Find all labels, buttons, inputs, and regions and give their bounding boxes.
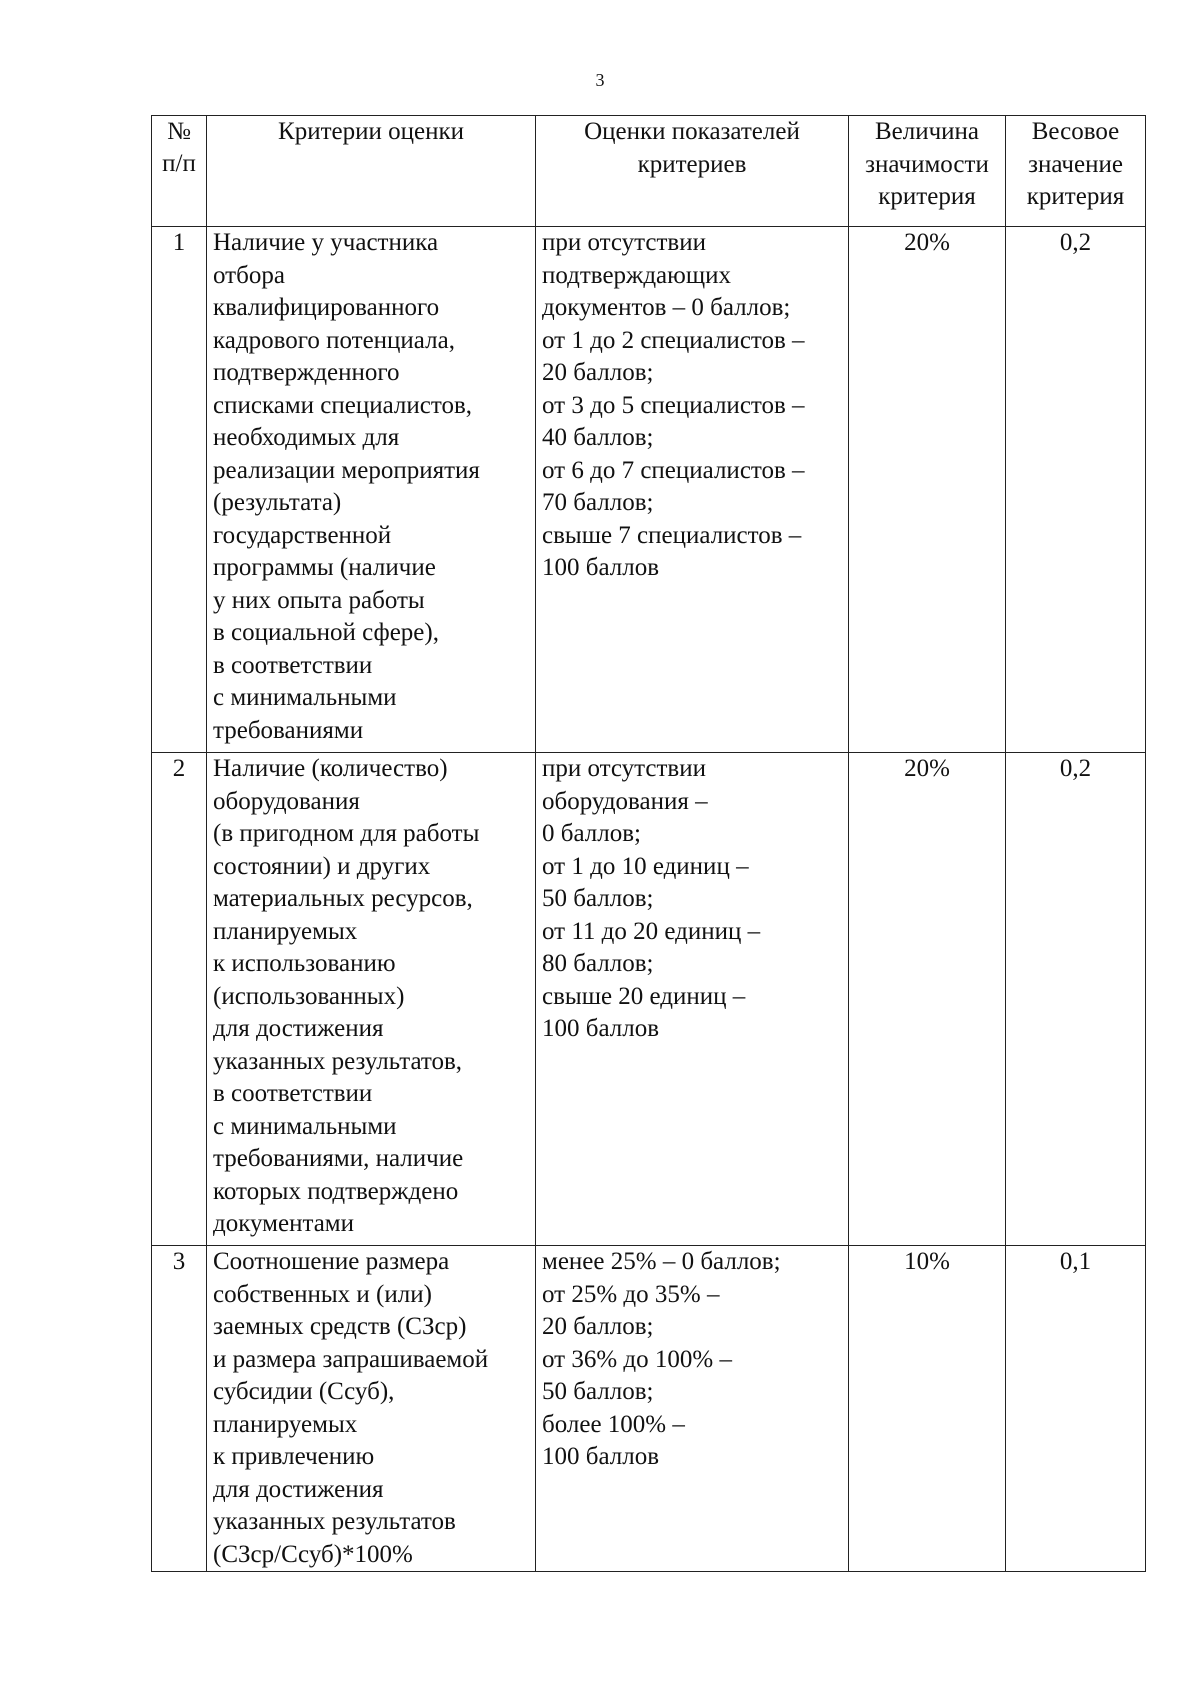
text-line: Соотношение размера [213, 1248, 450, 1275]
text-line: 100 баллов [542, 554, 660, 581]
text-line: от 25% до 35% – [542, 1280, 720, 1308]
text-line: 50 баллов; [542, 1378, 654, 1405]
header-number [152, 116, 207, 227]
significance-cell: 20% [849, 753, 1006, 1246]
text-line: документов – 0 баллов; [542, 294, 791, 321]
text-line: (СЗср/Ссуб)*100% [213, 1540, 413, 1568]
text-line: у них опыта работы [213, 586, 425, 614]
text-line: 20 баллов; [542, 1313, 654, 1340]
scores-cell [536, 227, 849, 753]
text-line: 80 баллов; [542, 950, 654, 977]
text-line: критерия [1026, 183, 1125, 210]
text-line: требованиями [213, 716, 364, 744]
text-line: 100 баллов [542, 1015, 660, 1042]
text-line: 20 баллов; [542, 359, 654, 386]
text-line: 50 баллов; [542, 885, 654, 912]
text-line: к привлечению [213, 1443, 375, 1470]
text-line: в соответствии [213, 1080, 373, 1107]
text-line: списками специалистов, [213, 391, 473, 419]
text-line: Критерии оценки [278, 118, 464, 145]
text-line: которых подтверждено [213, 1177, 459, 1205]
text-line: необходимых для [213, 424, 400, 451]
table-row [152, 1246, 1146, 1572]
scores-cell [536, 1246, 849, 1572]
text-line: для достижения [213, 1475, 384, 1503]
text-line: планируемых [213, 1410, 358, 1438]
text-line: кадрового потенциала, [213, 326, 455, 354]
text-line: значение [1028, 150, 1123, 178]
text-line: государственной [213, 521, 392, 549]
text-line: реализации мероприятия [213, 456, 480, 484]
text-line: (результата) [213, 489, 342, 516]
text-line: Величина [874, 118, 980, 145]
weight-cell: 0,1 [1006, 1246, 1146, 1572]
text-line: оборудования [213, 787, 360, 815]
criteria-table [151, 115, 1146, 1572]
text-line: в социальной сфере), [213, 619, 439, 646]
text-line: более 100% – [542, 1410, 685, 1438]
table-row [152, 227, 1146, 753]
text-line: свыше 20 единиц – [542, 982, 746, 1010]
text-line: Весовое [1031, 118, 1120, 145]
text-line: программы (наличие [213, 554, 436, 581]
text-line: (использованных) [213, 982, 405, 1010]
text-line: от 36% до 100% – [542, 1345, 732, 1373]
table-header-row [152, 116, 1146, 227]
text-line: подтвержденного [213, 359, 400, 386]
text-line: Наличие у участника [213, 229, 439, 256]
text-line: при отсутствии [542, 229, 706, 256]
text-line: от 1 до 10 единиц – [542, 852, 749, 880]
text-line: заемных средств (СЗср) [213, 1313, 467, 1340]
text-line: критерия [878, 183, 976, 210]
criteria-cell [207, 753, 536, 1246]
text-line: 40 баллов; [542, 424, 654, 451]
text-line: подтверждающих [542, 261, 731, 289]
text-line: отбора [213, 261, 285, 289]
text-line: (в пригодном для работы [213, 820, 480, 847]
text-line: менее 25% – 0 баллов; [542, 1248, 781, 1275]
text-line: значимости [865, 150, 989, 178]
table-row [152, 753, 1146, 1246]
text-line: от 3 до 5 специалистов – [542, 391, 805, 419]
text-line: свыше 7 специалистов – [542, 521, 802, 549]
text-line: при отсутствии [542, 755, 706, 782]
text-line: 100 баллов [542, 1443, 660, 1470]
text-line: 70 баллов; [542, 489, 654, 516]
significance-cell: 10% [849, 1246, 1006, 1572]
weight-cell: 0,2 [1006, 753, 1146, 1246]
text-line: квалифицированного [213, 294, 440, 321]
text-line: Оценки показателей [584, 118, 800, 145]
header-significance [849, 116, 1006, 227]
row-number: 2 [152, 753, 207, 1246]
text-line: и размера запрашиваемой [213, 1345, 489, 1373]
text-line: указанных результатов [213, 1508, 456, 1535]
text-line: критериев [637, 150, 747, 178]
weight-cell: 0,2 [1006, 227, 1146, 753]
text-line: планируемых [213, 917, 358, 945]
text-line: документами [213, 1210, 355, 1237]
significance-cell: 20% [849, 227, 1006, 753]
text-line: от 6 до 7 специалистов – [542, 456, 805, 484]
text-line: № [167, 118, 191, 145]
text-line: состоянии) и других [213, 852, 431, 880]
text-line: субсидии (Ссуб), [213, 1378, 395, 1405]
text-line: требованиями, наличие [213, 1145, 464, 1172]
text-line: в соответствии [213, 651, 373, 679]
page-number: 3 [595, 70, 605, 90]
criteria-cell [207, 1246, 536, 1572]
header-weight [1006, 116, 1146, 227]
text-line: п/п [162, 150, 196, 177]
header-scores [536, 116, 849, 227]
text-line: к использованию [213, 950, 396, 977]
header-criteria [207, 116, 536, 227]
text-line: от 11 до 20 единиц – [542, 917, 761, 945]
text-line: для достижения [213, 1015, 384, 1042]
text-line: собственных и (или) [213, 1280, 432, 1308]
text-line: 0 баллов; [542, 820, 641, 847]
text-line: материальных ресурсов, [213, 885, 473, 912]
text-line: от 1 до 2 специалистов – [542, 326, 805, 354]
text-line: с минимальными [213, 1112, 397, 1140]
text-line: Наличие (количество) [213, 755, 448, 782]
text-line: с минимальными [213, 684, 397, 711]
criteria-cell [207, 227, 536, 753]
row-number: 3 [152, 1246, 207, 1572]
text-line: указанных результатов, [213, 1047, 463, 1075]
row-number: 1 [152, 227, 207, 753]
scores-cell [536, 753, 849, 1246]
text-line: оборудования – [542, 787, 708, 815]
